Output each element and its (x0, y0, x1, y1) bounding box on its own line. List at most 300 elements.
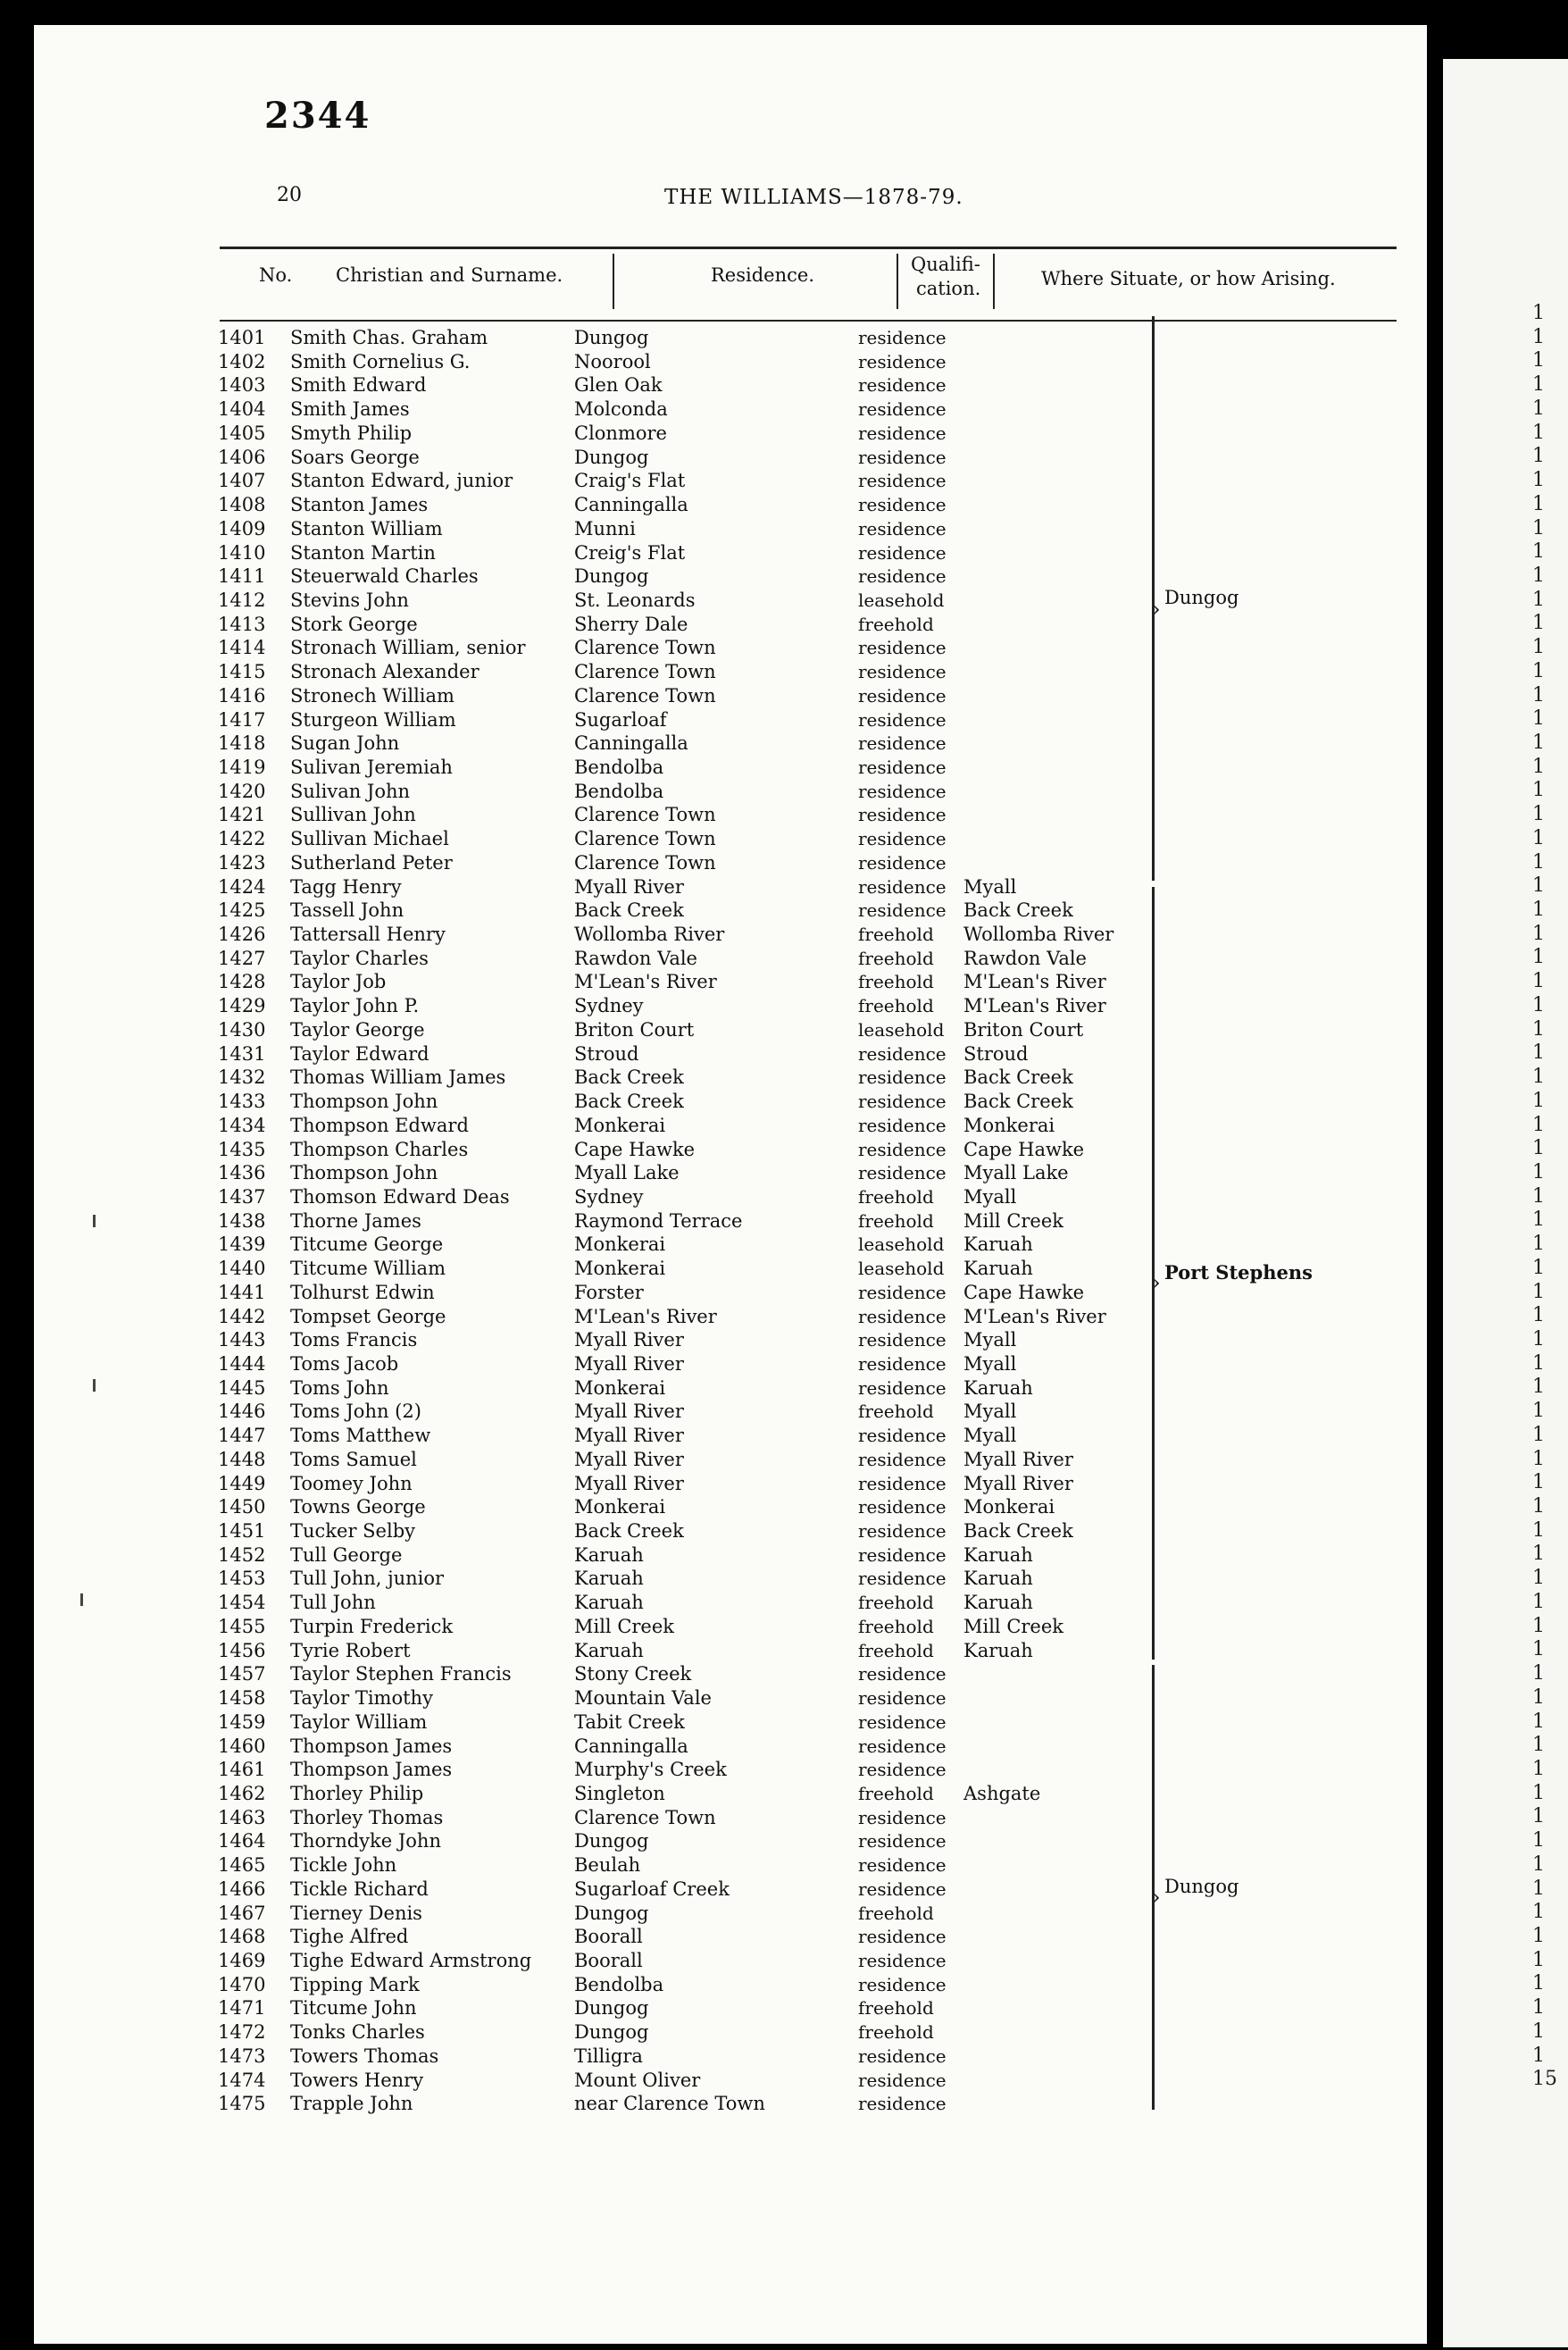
entry-number: 1432 (218, 1066, 266, 1089)
adjacent-page-number: 1 (1532, 1351, 1545, 1375)
column-header-qualification-2: cation. (916, 278, 981, 299)
elector-name: Taylor Timothy (290, 1687, 433, 1709)
table-row (34, 1806, 1427, 1829)
table-row (34, 1758, 1427, 1781)
elector-name: Thompson Edward (290, 1114, 469, 1136)
entry-number: 1423 (218, 851, 266, 874)
entry-number: 1456 (218, 1639, 266, 1661)
qualification: residence (858, 875, 947, 898)
residence: Sugarloaf (574, 708, 667, 731)
adjacent-page-number: 1 (1532, 1757, 1545, 1780)
margin-mark (93, 1379, 96, 1392)
adjacent-page-number: 1 (1532, 397, 1545, 420)
elector-name: Stronach Alexander (290, 661, 480, 683)
entry-number: 1424 (218, 875, 266, 898)
residence: Monkerai (574, 1258, 666, 1280)
qualification: residence (858, 565, 947, 588)
qualification: residence (858, 899, 947, 922)
elector-name: Stronach William, senior (290, 637, 526, 659)
elector-name: Toms John (290, 1376, 389, 1399)
entry-number: 1418 (218, 732, 266, 755)
qualification: leasehold (858, 589, 945, 611)
table-row (34, 1543, 1427, 1567)
group-label-dungog-1: Dungog (1164, 587, 1239, 608)
residence: Myall River (574, 1329, 684, 1351)
residence: Noorool (574, 350, 651, 372)
table-row (34, 1352, 1427, 1376)
where-situate: Myall River (963, 1472, 1073, 1494)
qualification: residence (858, 1663, 947, 1685)
elector-name: Taylor George (290, 1018, 425, 1041)
table-row (34, 947, 1427, 970)
entry-number: 1448 (218, 1448, 266, 1470)
elector-name: Tonks Charles (290, 2021, 425, 2044)
entry-number: 1458 (218, 1687, 266, 1709)
table-row (34, 1949, 1427, 1972)
residence: Myall River (574, 1353, 684, 1375)
entry-number: 1422 (218, 828, 266, 850)
table-row (34, 1686, 1427, 1710)
adjacent-page-number: 1 (1532, 421, 1545, 444)
adjacent-page-number: 1 (1532, 874, 1545, 898)
where-situate: Monkerai (963, 1496, 1055, 1518)
table-row (34, 780, 1427, 803)
table-row (34, 1400, 1427, 1423)
residence: Clarence Town (574, 684, 716, 707)
adjacent-page-number: 1 (1532, 826, 1545, 849)
adjacent-page-number: 1 (1532, 993, 1545, 1016)
header-divider-2 (897, 254, 898, 309)
elector-name: Tickle John (290, 1854, 397, 1877)
elector-name: Titcume George (290, 1234, 444, 1256)
residence: Mill Creek (574, 1615, 675, 1637)
qualification: residence (858, 684, 947, 707)
table-row (34, 1161, 1427, 1184)
table-row (34, 875, 1427, 899)
entry-number: 1429 (218, 995, 266, 1017)
qualification: residence (858, 1138, 947, 1160)
elector-name: Steuerwald Charles (290, 565, 479, 588)
qualification: residence (858, 327, 947, 348)
table-row (34, 1925, 1427, 1948)
qualification: residence (858, 1806, 947, 1828)
elector-name: Thorley Thomas (290, 1806, 444, 1828)
entry-number: 1462 (218, 1782, 266, 1804)
adjacent-page-number: 1 (1532, 1518, 1545, 1542)
column-header-where: Where Situate, or how Arising. (1041, 268, 1336, 289)
elector-name: Stanton James (290, 494, 429, 515)
table-row (34, 1042, 1427, 1066)
elector-name: Sutherland Peter (290, 851, 453, 874)
where-situate: M'Lean's River (963, 1305, 1106, 1327)
entry-number: 1446 (218, 1401, 266, 1423)
table-row (34, 970, 1427, 993)
qualification: freehold (858, 971, 934, 993)
residence: Boorall (574, 1926, 643, 1948)
entry-number: 1408 (218, 494, 266, 515)
table-row (34, 1448, 1427, 1471)
entry-number: 1449 (218, 1472, 266, 1494)
elector-name: Taylor Job (290, 971, 387, 993)
residence: Clarence Town (574, 637, 716, 659)
table-row (34, 1233, 1427, 1256)
entry-number: 1436 (218, 1162, 266, 1184)
where-situate: Back Creek (963, 1091, 1073, 1112)
elector-name: Tagg Henry (290, 875, 402, 898)
elector-name: Thorley Philip (290, 1782, 424, 1804)
residence: Monkerai (574, 1376, 666, 1399)
qualification: residence (858, 541, 947, 564)
elector-name: Tull John (290, 1592, 376, 1614)
qualification: freehold (858, 1615, 934, 1637)
adjacent-page-number: 1 (1532, 1447, 1545, 1470)
table-row (34, 803, 1427, 826)
adjacent-page-number: 1 (1532, 492, 1545, 515)
residence: Beulah (574, 1854, 641, 1877)
where-situate: Back Creek (963, 1066, 1073, 1089)
where-situate: Back Creek (963, 1520, 1073, 1542)
elector-name: Taylor Stephen Francis (290, 1663, 512, 1685)
table-row (34, 1114, 1427, 1137)
qualification: residence (858, 1281, 947, 1303)
residence: Tilligra (574, 2045, 643, 2067)
table-row (34, 1519, 1427, 1543)
table-row (34, 1902, 1427, 1925)
table-row (34, 2092, 1427, 2115)
entry-number: 1413 (218, 613, 266, 635)
residence: Raymond Terrace (574, 1209, 743, 1232)
entry-number: 1415 (218, 661, 266, 683)
residence: Dungog (574, 446, 649, 468)
qualification: residence (858, 757, 947, 778)
where-situate: Myall (963, 1401, 1017, 1423)
residence: Rawdon Vale (574, 947, 697, 969)
entry-number: 1414 (218, 637, 266, 659)
adjacent-page-number: 1 (1532, 1829, 1545, 1852)
elector-name: Toms John (2) (290, 1401, 421, 1423)
table-row (34, 899, 1427, 922)
table-row (34, 373, 1427, 397)
entry-number: 1447 (218, 1425, 266, 1447)
qualification: residence (858, 1759, 947, 1781)
where-situate: Myall (963, 1353, 1017, 1375)
table-row (34, 1495, 1427, 1518)
entry-number: 1412 (218, 589, 266, 611)
entry-number: 1461 (218, 1759, 266, 1781)
residence: M'Lean's River (574, 1305, 717, 1327)
qualification: residence (858, 1448, 947, 1470)
table-row (34, 1138, 1427, 1161)
adjacent-page-number: 1 (1532, 2020, 1545, 2043)
entry-number: 1468 (218, 1926, 266, 1948)
table-row (34, 684, 1427, 707)
adjacent-page-number: 1 (1532, 1901, 1545, 1924)
residence: Monkerai (574, 1496, 666, 1518)
residence: Mount Oliver (574, 2069, 701, 2091)
residence: Dungog (574, 565, 649, 588)
adjacent-page-number: 1 (1532, 946, 1545, 969)
table-row (34, 1735, 1427, 1758)
entry-number: 1421 (218, 804, 266, 826)
brace-point-2: › (1152, 1270, 1161, 1295)
entry-number: 1455 (218, 1615, 266, 1637)
elector-name: Tighe Alfred (290, 1926, 409, 1948)
leaf-number: 20 (277, 184, 302, 206)
entry-number: 1442 (218, 1305, 266, 1327)
qualification: residence (858, 1854, 947, 1877)
adjacent-page-number: 1 (1532, 1113, 1545, 1136)
header-divider-3 (993, 254, 995, 309)
residence: Back Creek (574, 1066, 684, 1089)
adjacent-page-number: 1 (1532, 850, 1545, 874)
entry-number: 1441 (218, 1281, 266, 1303)
residence: Stony Creek (574, 1663, 692, 1685)
residence: Myall Lake (574, 1162, 680, 1184)
table-row (34, 613, 1427, 636)
residence: Singleton (574, 1782, 665, 1804)
qualification: freehold (858, 2021, 934, 2044)
elector-name: Thompson Charles (290, 1138, 469, 1160)
adjacent-page-number: 1 (1532, 1137, 1545, 1160)
qualification: freehold (858, 1902, 934, 1924)
elector-name: Tompset George (290, 1305, 446, 1327)
table-row (34, 1710, 1427, 1734)
where-situate: Karuah (963, 1258, 1033, 1280)
entry-number: 1438 (218, 1209, 266, 1232)
table-row (34, 1567, 1427, 1590)
qualification: residence (858, 2069, 947, 2091)
residence: Dungog (574, 1997, 649, 2020)
qualification: residence (858, 1425, 947, 1447)
table-row (34, 1591, 1427, 1614)
table-row (34, 1615, 1427, 1638)
elector-name: Thomas William James (290, 1066, 506, 1089)
adjacent-page-number: 1 (1532, 349, 1545, 372)
elector-name: Thompson James (290, 1759, 453, 1781)
qualification: freehold (858, 1592, 934, 1614)
residence: Back Creek (574, 1520, 684, 1542)
entry-number: 1409 (218, 517, 266, 539)
residence: Karuah (574, 1568, 644, 1590)
qualification: leasehold (858, 1234, 945, 1256)
adjacent-page-number: 1 (1532, 1710, 1545, 1733)
adjacent-page-number: 1 (1532, 1017, 1545, 1041)
residence: Boorall (574, 1950, 643, 1971)
table-row (34, 1018, 1427, 1041)
residence: Myall River (574, 1401, 684, 1423)
entry-number: 1444 (218, 1353, 266, 1375)
qualification: residence (858, 1329, 947, 1351)
elector-name: Soars George (290, 446, 420, 468)
elector-name: Tyrie Robert (290, 1639, 411, 1661)
residence: Creig's Flat (574, 541, 686, 564)
page-number: 2344 (264, 95, 371, 137)
adjacent-page-number: 1 (1532, 1685, 1545, 1709)
group-label-port-stephens: Port Stephens (1164, 1261, 1313, 1284)
residence: Bendolba (574, 757, 664, 778)
table-row (34, 2045, 1427, 2068)
entry-number: 1450 (218, 1496, 266, 1518)
entry-number: 1453 (218, 1568, 266, 1590)
adjacent-page-number: 1 (1532, 302, 1545, 324)
adjacent-page-number: 1 (1532, 612, 1545, 635)
residence: Karuah (574, 1592, 644, 1614)
entry-number: 1428 (218, 971, 266, 993)
residence: Bendolba (574, 780, 664, 802)
table-row (34, 636, 1427, 659)
entry-number: 1469 (218, 1950, 266, 1971)
table-row (34, 923, 1427, 946)
elector-name: Stanton Martin (290, 541, 436, 564)
residence: St. Leonards (574, 589, 696, 611)
elector-name: Stork George (290, 613, 418, 635)
where-situate: Mill Creek (963, 1209, 1064, 1232)
elector-name: Tull George (290, 1543, 403, 1566)
qualification: freehold (858, 995, 934, 1017)
adjacent-page-number: 1 (1532, 1495, 1545, 1518)
where-situate: Briton Court (963, 1018, 1084, 1041)
column-header-residence: Residence. (711, 264, 814, 286)
table-row (34, 1639, 1427, 1662)
elector-name: Taylor Charles (290, 947, 429, 969)
residence: Back Creek (574, 899, 684, 922)
where-situate: Karuah (963, 1592, 1033, 1614)
column-header-qualification-1: Qualifi- (911, 254, 980, 275)
elector-name: Smyth Philip (290, 422, 413, 444)
table-row (34, 517, 1427, 540)
qualification: residence (858, 1520, 947, 1542)
adjacent-page-number: 1 (1532, 469, 1545, 491)
elector-name: Smith Cornelius G. (290, 350, 471, 372)
residence: Dungog (574, 1830, 649, 1852)
where-situate: Myall (963, 875, 1017, 898)
margin-mark (93, 1215, 96, 1227)
elector-name: Sulivan John (290, 780, 411, 802)
where-situate: Karuah (963, 1639, 1033, 1661)
residence: Sherry Dale (574, 613, 688, 635)
adjacent-page-number: 1 (1532, 922, 1545, 945)
qualification: residence (858, 1305, 947, 1327)
table-row (34, 756, 1427, 779)
table-row (34, 1472, 1427, 1495)
where-situate: Myall Lake (963, 1162, 1069, 1184)
entry-number: 1437 (218, 1185, 266, 1208)
elector-name: Tolhurst Edwin (290, 1281, 435, 1303)
elector-name: Towers Thomas (290, 2045, 439, 2067)
entry-number: 1473 (218, 2045, 266, 2067)
entry-number: 1459 (218, 1710, 266, 1733)
table-row (34, 422, 1427, 445)
elector-name: Taylor William (290, 1710, 428, 1733)
where-situate: Monkerai (963, 1114, 1055, 1136)
table-row (34, 660, 1427, 683)
adjacent-page-number: 1 (1532, 1638, 1545, 1661)
document-page (34, 25, 1427, 2344)
table-row (34, 1782, 1427, 1805)
elector-name: Titcume John (290, 1997, 417, 2020)
adjacent-page-number: 1 (1532, 899, 1545, 921)
elector-name: Taylor John P. (290, 995, 420, 1017)
adjacent-page-number: 1 (1532, 373, 1545, 397)
elector-name: Tierney Denis (290, 1902, 422, 1924)
table-row (34, 446, 1427, 469)
qualification: residence (858, 1162, 947, 1184)
qualification: residence (858, 804, 947, 826)
entry-number: 1427 (218, 947, 266, 969)
qualification: residence (858, 470, 947, 492)
adjacent-page-number: 1 (1532, 588, 1545, 611)
elector-name: Trapple John (290, 2093, 413, 2115)
qualification: residence (858, 637, 947, 659)
table-row (34, 1973, 1427, 1996)
adjacent-page-number: 1 (1532, 1376, 1545, 1399)
adjacent-page-number: 1 (1532, 1471, 1545, 1494)
elector-name: Towers Henry (290, 2069, 424, 2091)
residence: Canningalla (574, 732, 688, 755)
adjacent-page-number: 1 (1532, 1066, 1545, 1088)
adjacent-page-number: 1 (1532, 779, 1545, 802)
where-situate: Myall (963, 1425, 1017, 1447)
residence: Stroud (574, 1042, 639, 1065)
elector-name: Tucker Selby (290, 1520, 415, 1542)
entry-number: 1463 (218, 1806, 266, 1828)
entry-number: 1431 (218, 1042, 266, 1065)
adjacent-page-number: 1 (1532, 325, 1545, 348)
table-row (34, 565, 1427, 588)
where-situate: Myall (963, 1329, 1017, 1351)
brace-point-1: › (1152, 597, 1161, 622)
table-row (34, 469, 1427, 492)
adjacent-page-number: 1 (1532, 1089, 1545, 1112)
elector-name: Stanton William (290, 517, 443, 539)
qualification: leasehold (858, 1018, 945, 1041)
entry-number: 1465 (218, 1854, 266, 1877)
elector-name: Toms Jacob (290, 1353, 399, 1375)
entry-number: 1457 (218, 1663, 266, 1685)
entry-number: 1440 (218, 1258, 266, 1280)
entry-number: 1445 (218, 1376, 266, 1399)
elector-name: Sugan John (290, 732, 400, 755)
table-row (34, 1424, 1427, 1447)
elector-name: Tipping Mark (290, 1973, 420, 1995)
where-situate: Cape Hawke (963, 1138, 1085, 1160)
entry-number: 1417 (218, 708, 266, 731)
elector-name: Titcume William (290, 1258, 446, 1280)
residence: Clarence Town (574, 1806, 716, 1828)
elector-name: Turpin Frederick (290, 1615, 454, 1637)
qualification: residence (858, 1114, 947, 1136)
table-row (34, 326, 1427, 349)
residence: Murphy's Creek (574, 1759, 727, 1781)
qualification: residence (858, 732, 947, 755)
entry-number: 1404 (218, 398, 266, 421)
adjacent-page-number: 1 (1532, 1256, 1545, 1279)
adjacent-page-number: 1 (1532, 1543, 1545, 1566)
elector-name: Thomson Edward Deas (290, 1185, 510, 1208)
residence: Clarence Town (574, 851, 716, 874)
entry-number: 1419 (218, 757, 266, 778)
residence: Myall River (574, 1472, 684, 1494)
residence: Canningalla (574, 494, 688, 515)
adjacent-page-number: 1 (1532, 1160, 1545, 1183)
entry-number: 1466 (218, 1877, 266, 1900)
qualification: residence (858, 1066, 947, 1089)
qualification: residence (858, 828, 947, 850)
qualification: residence (858, 1353, 947, 1375)
adjacent-page-number: 1 (1532, 1948, 1545, 1971)
residence: Mountain Vale (574, 1687, 712, 1709)
residence: near Clarence Town (574, 2093, 765, 2115)
